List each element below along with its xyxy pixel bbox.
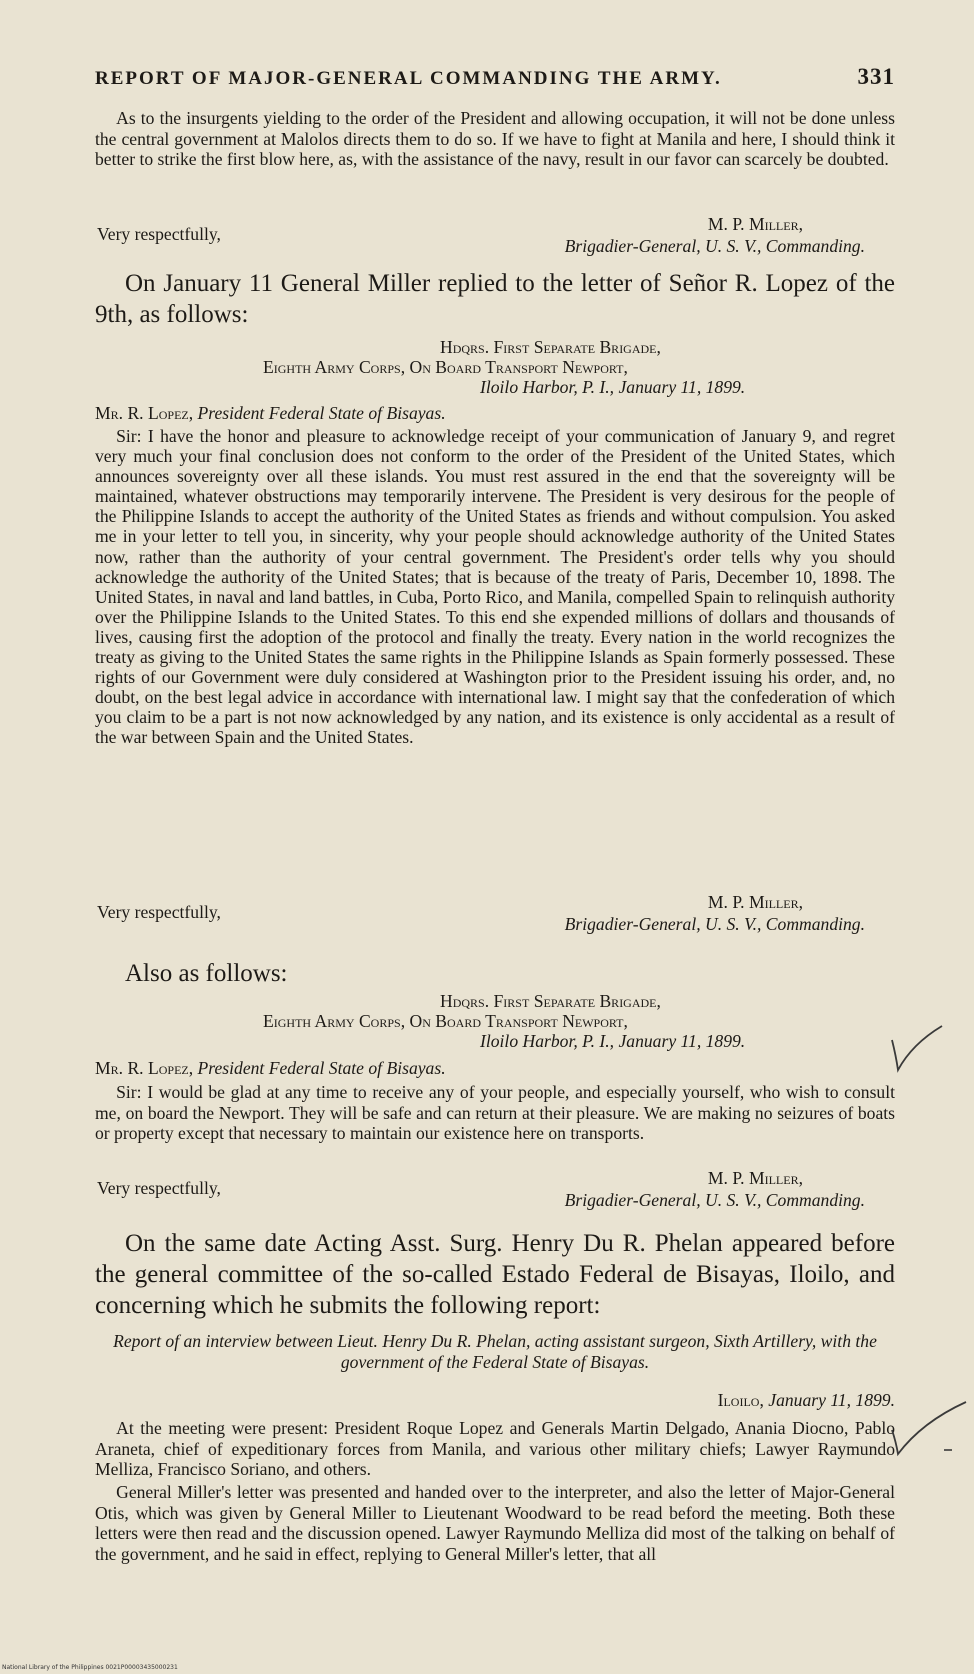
addressee-title: President Federal State of Bisayas.: [197, 403, 446, 423]
running-header: [95, 62, 895, 102]
valediction: Very respectfully,: [97, 1178, 221, 1198]
heading-line-1: Hdqrs. First Separate Brigade,: [440, 337, 661, 357]
valediction: Very respectfully,: [97, 902, 221, 922]
signature-block-1: [95, 210, 895, 260]
signature-block-2: [95, 888, 895, 938]
dateline-date: January 11, 1899.: [768, 1390, 895, 1410]
letter-heading-1: [95, 338, 895, 402]
letter-body-2: Sir: I would be glad at any time to receive any of your people, and especially yourself, who wish to consult me, on board the Newport. They will be safe and can return at their pleasure. We are making no seizures of boats or property except that necessary to maintain our existence here on transports.: [95, 1082, 895, 1143]
signer-rank: Brigadier-General, U. S. V., Commanding.: [564, 1190, 865, 1210]
addressee-name: Mr. R. Lopez,: [95, 403, 194, 423]
paragraph-insurgents: As to the insurgents yielding to the order of the President and allowing occupation, it will not be done unless the central government at Malolos directs them to do so. If we have to fight at Manila and here, I should think it better to strike the first blow here, as, with the assistance of the navy, result in our favor can scarcely be doubted.: [95, 108, 895, 169]
letter-heading-2: [95, 992, 895, 1056]
page-number: 331: [857, 64, 895, 89]
narrative-also-as-follows: Also as follows:: [125, 960, 288, 987]
addressee-name: Mr. R. Lopez,: [95, 1058, 194, 1078]
heading-line-1: Hdqrs. First Separate Brigade,: [440, 991, 661, 1011]
signer-rank: Brigadier-General, U. S. V., Commanding.: [564, 236, 865, 256]
heading-line-2: Eighth Army Corps, On Board Transport Newport,: [263, 357, 628, 377]
handwritten-check-mark: [888, 1398, 970, 1458]
handwritten-check-mark: [886, 1022, 946, 1074]
signature-block-3: [95, 1164, 895, 1214]
signer-name: M. P. Miller,: [707, 214, 803, 234]
heading-line-2: Eighth Army Corps, On Board Transport Newport,: [263, 1011, 628, 1031]
letter-body-1: Sir: I have the honor and pleasure to acknowledge receipt of your communication of January 9, and regret very much your final conclusion does not conform to the order of the President of the United States, which announces sovereignty over all these islands. You must rest assured in the end that the sovereignty will be maintained, whatever obstructions may temporarily intervene. The President is very desirous for the people of the Philippine Islands to accept the authority of the United States as friends and without compulsion. You asked me in your letter to tell you, in sincerity, why your people should acknowledge authority of the United States now, rather than the authority of your central government. The President's order tells why you should acknowledge the authority of the United States; that is because of the treaty of Paris, December 10, 1898. The United States, in naval and land battles, in Cuba, Porto Rico, and Manila, compelled Spain to relinquish authority over the Philippine Islands to the United States. To this end she expended millions of dollars and thousands of lives, causing first the adoption of the protocol and finally the treaty. Every nation in the world recognizes the treaty as giving to the United States the same rights in the Philippine Islands as Spain formerly possessed. These rights of our Government were duly considered at Washington prior to the President issuing his order, and, no doubt, on the best legal advice in accordance with international law. I might say that the confederation of which you claim to be a part is not now acknowledged by any nation, and its existence is only accidental as a result of the war between Spain and the United States.: [95, 426, 895, 748]
addressee-2: [95, 1058, 895, 1079]
valediction: Very respectfully,: [97, 224, 221, 244]
addressee-title: President Federal State of Bisayas.: [197, 1058, 446, 1078]
library-footer: National Library of the Philippines 0021P00003435000231: [2, 1664, 178, 1671]
paragraph-meeting-attendees: At the meeting were present: President Roque Lopez and Generals Martin Delgado, Anania Diocno, Pablo Araneta, chief of expeditionary forces from Manila, and various other military chiefs; Lawyer Raymundo Melliza, Francisco Soriano, and others.: [95, 1418, 895, 1479]
addressee-1: [95, 403, 895, 424]
report-caption: Report of an interview between Lieut. Henry Du R. Phelan, acting assistant surgeon, Sixth Artillery, with the government of the Federal State of Bisayas.: [113, 1331, 877, 1372]
report-dateline: [95, 1390, 895, 1411]
heading-line-3: Iloilo Harbor, P. I., January 11, 1899.: [480, 1031, 746, 1051]
narrative-phelan-intro: On the same date Acting Asst. Surg. Henry Du R. Phelan appeared before the general committee of the so-called Estado Federal de Bisayas, Iloilo, and concerning which he submits the following report:: [95, 1230, 895, 1319]
signer-rank: Brigadier-General, U. S. V., Commanding.: [564, 914, 865, 934]
heading-line-3: Iloilo Harbor, P. I., January 11, 1899.: [480, 377, 746, 397]
paragraph-discussion: General Miller's letter was presented and handed over to the interpreter, and also the letter of Major-General Otis, which was given by General Miller to Lieutenant Woodward to be read beford the meeting. Both these letters were then read and the discussion opened. Lawyer Raymundo Melliza did most of the talking on behalf of the government, and he said in effect, replying to General Miller's letter, that all: [95, 1482, 895, 1564]
signer-name: M. P. Miller,: [707, 1168, 803, 1188]
signer-name: M. P. Miller,: [707, 892, 803, 912]
running-title: REPORT OF MAJOR-GENERAL COMMANDING THE ARMY.: [95, 68, 722, 89]
narrative-reply-intro: On January 11 General Miller replied to the letter of Señor R. Lopez of the 9th, as follows:: [95, 270, 895, 328]
dateline-place: Iloilo,: [717, 1390, 764, 1410]
